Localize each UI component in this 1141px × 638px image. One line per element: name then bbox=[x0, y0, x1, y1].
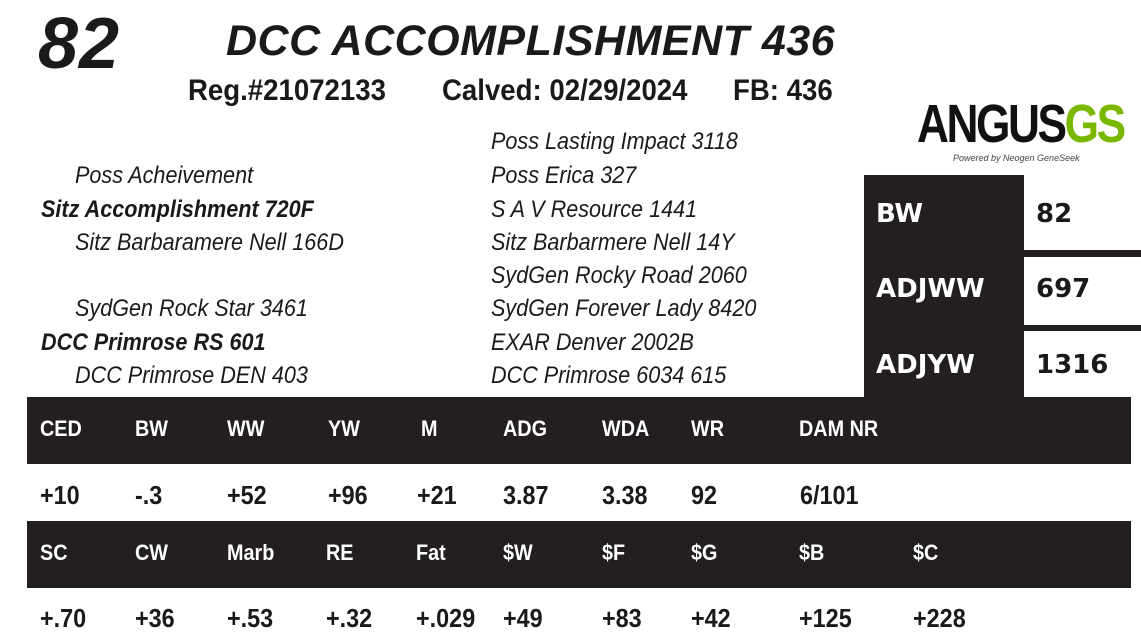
fb-number: FB: 436 bbox=[733, 74, 833, 107]
pedigree-sire-sire-dam: Poss Erica 327 bbox=[491, 162, 637, 189]
weight-label-adjyw: ADJYW bbox=[876, 350, 975, 380]
epd-header-yw: YW bbox=[328, 416, 360, 441]
epd-value-wda: 3.38 bbox=[602, 480, 648, 510]
epd-header-b-index: $B bbox=[799, 540, 825, 565]
epd-value-sc: +.70 bbox=[40, 603, 87, 633]
weight-cell-adjyw bbox=[1024, 331, 1141, 397]
epd-value-f-index: +83 bbox=[602, 603, 642, 633]
epd-header-f-index: $F bbox=[602, 540, 626, 565]
epd-header-re: RE bbox=[326, 540, 354, 565]
epd-header-fat: Fat bbox=[416, 540, 446, 565]
epd-header-dam-nr: DAM NR bbox=[799, 416, 879, 441]
epd-value-g-index: +42 bbox=[691, 603, 731, 633]
animal-name: DCC ACCOMPLISHMENT 436 bbox=[226, 17, 836, 65]
epd-value-fat: +.029 bbox=[416, 603, 476, 633]
pedigree-dam-dam: DCC Primrose DEN 403 bbox=[75, 362, 308, 389]
weight-label-adjww: ADJWW bbox=[876, 274, 985, 304]
epd-value-adg: 3.87 bbox=[503, 480, 549, 510]
epd-value-m: +21 bbox=[417, 480, 457, 510]
epd-value-re: +.32 bbox=[326, 603, 373, 633]
pedigree-dam-sire-sire: SydGen Rocky Road 2060 bbox=[491, 262, 747, 289]
pedigree-dam-sire-dam: SydGen Forever Lady 8420 bbox=[491, 295, 757, 322]
epd-header-ced: CED bbox=[40, 416, 82, 441]
epd-header-band-1 bbox=[27, 397, 1131, 464]
epd-header-adg: ADG bbox=[503, 416, 548, 441]
weight-label-bw: BW bbox=[876, 199, 924, 229]
pedigree-dam-sire: SydGen Rock Star 3461 bbox=[75, 295, 308, 322]
epd-header-wr: WR bbox=[691, 416, 724, 441]
weight-value-adjww: 697 bbox=[1036, 274, 1091, 304]
epd-value-w-index: +49 bbox=[503, 603, 543, 633]
registration-number: Reg.#21072133 bbox=[188, 74, 386, 107]
epd-value-marb: +.53 bbox=[227, 603, 274, 633]
epd-value-ced: +10 bbox=[40, 480, 80, 510]
epd-header-sc: SC bbox=[40, 540, 68, 565]
epd-header-marb: Marb bbox=[227, 540, 275, 565]
epd-value-bw: -.3 bbox=[135, 480, 163, 510]
epd-value-ww: +52 bbox=[227, 480, 267, 510]
pedigree-dam-dam-dam: DCC Primrose 6034 615 bbox=[491, 362, 727, 389]
epd-value-b-index: +125 bbox=[799, 603, 852, 633]
calved-date: Calved: 02/29/2024 bbox=[442, 74, 688, 107]
angus-gs-logo bbox=[915, 94, 1124, 175]
epd-header-m: M bbox=[421, 416, 438, 441]
epd-header-bw: BW bbox=[135, 416, 168, 441]
epd-header-ww: WW bbox=[227, 416, 265, 441]
epd-value-c-index: +228 bbox=[913, 603, 966, 633]
weights-box bbox=[864, 175, 1141, 397]
epd-header-c-index: $C bbox=[913, 540, 939, 565]
pedigree-sire: Sitz Accomplishment 720F bbox=[41, 196, 314, 223]
weight-cell-bw bbox=[1024, 175, 1141, 250]
logo-wordmark: ANGUSGS bbox=[917, 94, 1124, 154]
epd-header-cw: CW bbox=[135, 540, 168, 565]
epd-header-wda: WDA bbox=[602, 416, 650, 441]
pedigree-sire-dam-sire: S A V Resource 1441 bbox=[491, 196, 698, 223]
weight-value-bw: 82 bbox=[1036, 199, 1073, 229]
pedigree-dam-dam-sire: EXAR Denver 2002B bbox=[491, 329, 694, 356]
weight-cell-adjww bbox=[1024, 257, 1141, 325]
logo-tagline: Powered by Neogen GeneSeek bbox=[953, 153, 1080, 163]
lot-number: 82 bbox=[38, 4, 121, 84]
epd-value-cw: +36 bbox=[135, 603, 175, 633]
epd-header-w-index: $W bbox=[503, 540, 533, 565]
pedigree-sire-dam: Sitz Barbaramere Nell 166D bbox=[75, 229, 344, 256]
weight-value-adjyw: 1316 bbox=[1036, 350, 1109, 380]
pedigree-sire-sire-sire: Poss Lasting Impact 3118 bbox=[491, 128, 738, 155]
epd-header-g-index: $G bbox=[691, 540, 718, 565]
epd-value-dam-nr: 6/101 bbox=[800, 480, 859, 510]
pedigree-sire-sire: Poss Acheivement bbox=[75, 162, 254, 189]
epd-header-band-2 bbox=[27, 521, 1131, 588]
pedigree-sire-dam-dam: Sitz Barbarmere Nell 14Y bbox=[491, 229, 735, 256]
pedigree-dam: DCC Primrose RS 601 bbox=[41, 329, 266, 356]
epd-value-yw: +96 bbox=[328, 480, 368, 510]
epd-value-wr: 92 bbox=[691, 480, 718, 510]
